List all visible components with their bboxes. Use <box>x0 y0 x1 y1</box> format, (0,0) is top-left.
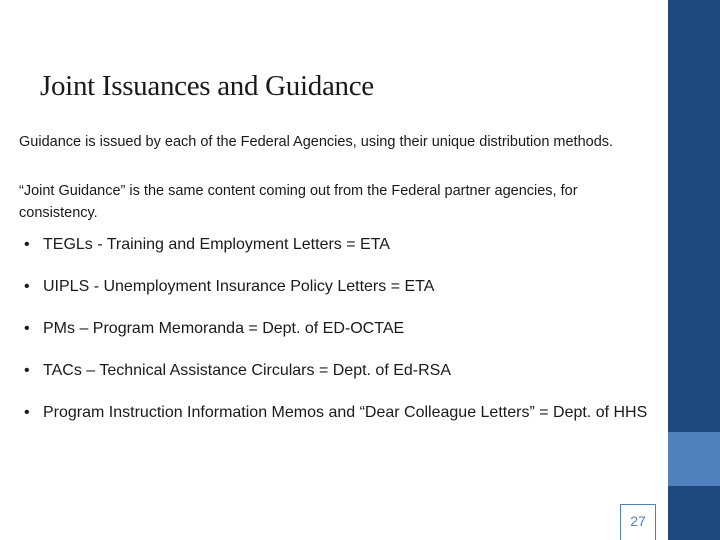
slide-title: Joint Issuances and Guidance <box>40 70 374 102</box>
bullet-icon: • <box>24 278 30 295</box>
intro-paragraph: Guidance is issued by each of the Federal Agencies, using their unique distribution methods. <box>19 134 614 150</box>
bullet-item <box>24 402 654 424</box>
bullet-text: TACs – Technical Assistance Circulars = Dept. of Ed-RSA <box>43 362 452 379</box>
bullet-item <box>24 234 654 256</box>
intro-paragraph: “Joint Guidance” is the same content coming out from the Federal partner agencies, for consistency. <box>19 183 578 221</box>
sidebar-divider <box>666 0 668 540</box>
page-number: 27 <box>620 504 656 540</box>
bullet-list <box>24 234 654 444</box>
bullet-text: UIPLS - Unemployment Insurance Policy Letters = ETA <box>43 278 435 295</box>
bullet-icon: • <box>24 236 30 253</box>
bullet-item <box>24 360 654 382</box>
bullet-text: TEGLs - Training and Employment Letters = ETA <box>43 236 390 253</box>
sidebar-accent-decoration <box>668 432 720 486</box>
bullet-icon: • <box>24 404 30 421</box>
bullet-item <box>24 276 654 298</box>
bullet-text: Program Instruction Information Memos and “Dear Colleague Letters” = Dept. of HHS <box>43 404 648 421</box>
bullet-icon: • <box>24 362 30 379</box>
bullet-icon: • <box>24 320 30 337</box>
bullet-item <box>24 318 654 340</box>
bullet-text: PMs – Program Memoranda = Dept. of ED-OCTAE <box>43 320 405 337</box>
